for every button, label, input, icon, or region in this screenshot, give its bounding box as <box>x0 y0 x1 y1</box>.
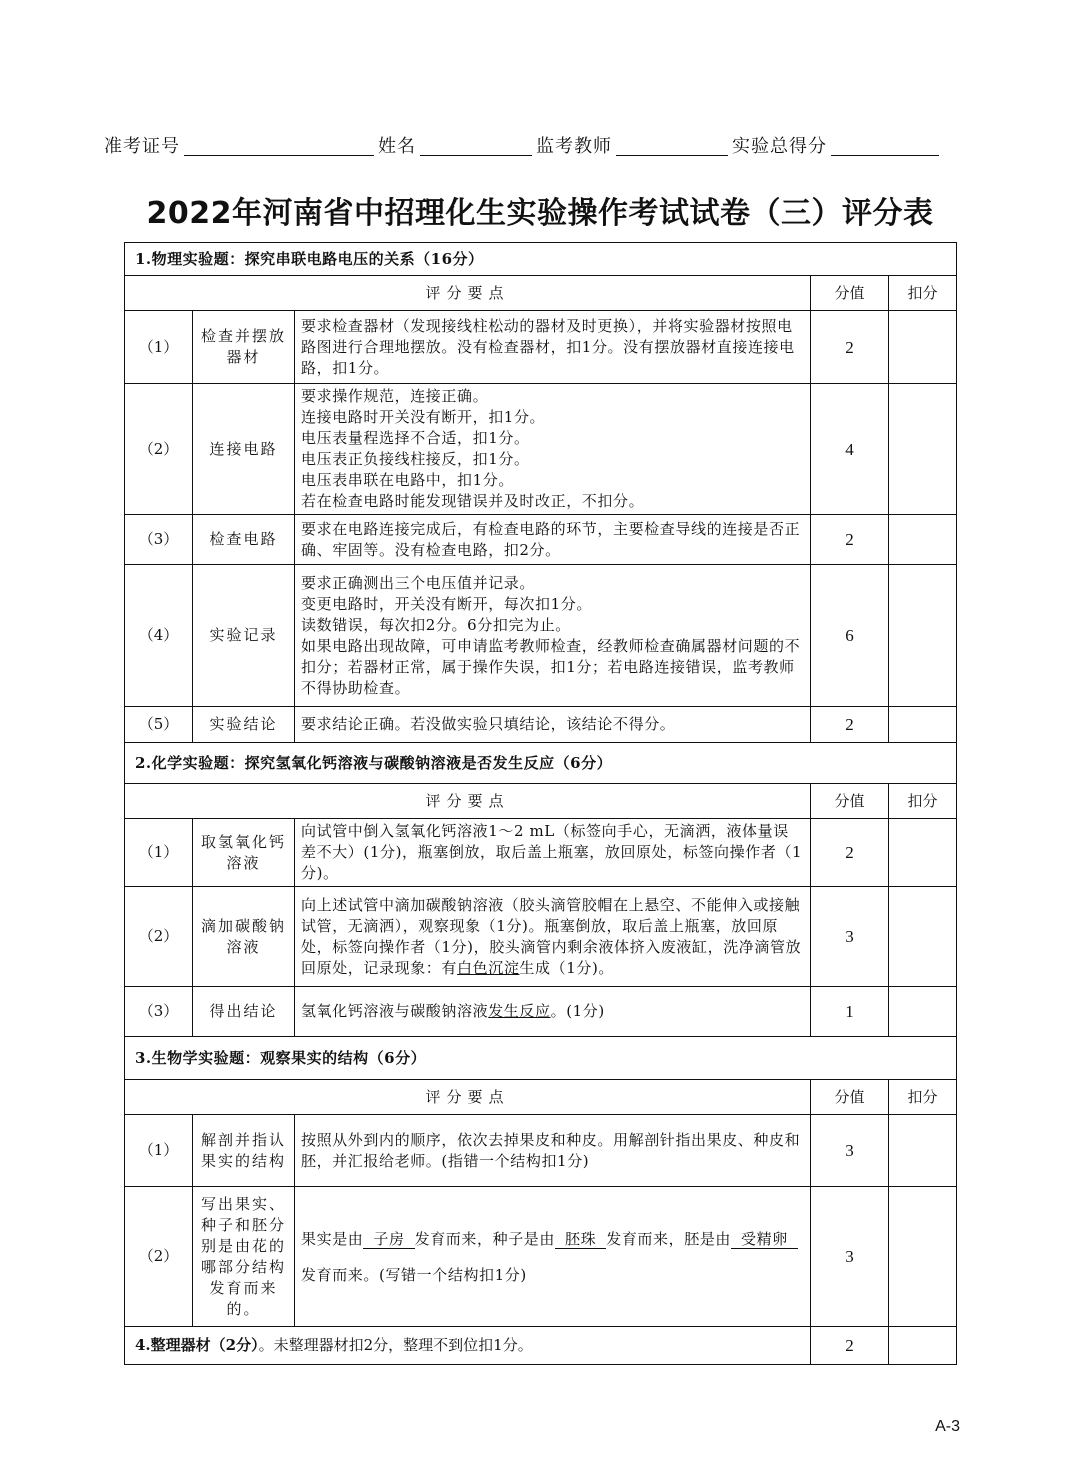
req-line: 电压表正负接线柱接反，扣1分。 <box>301 450 530 468</box>
row-item: 检查电路 <box>193 515 295 565</box>
points-header: 评分要点 <box>125 1080 811 1115</box>
exam-no-blank[interactable] <box>184 133 374 156</box>
row-score: 2 <box>811 819 889 887</box>
deduct-cell[interactable] <box>889 311 957 384</box>
deduct-cell[interactable] <box>889 565 957 707</box>
name-blank[interactable] <box>420 133 532 156</box>
answer-zygote: 受精卵 <box>731 1230 798 1249</box>
row-requirement <box>295 311 811 384</box>
row-index: （3） <box>125 987 193 1037</box>
cleanup-row <box>125 1327 811 1365</box>
req-underlined: 发生反应 <box>488 1002 551 1020</box>
answer-ovule: 胚珠 <box>555 1230 606 1249</box>
deduct-cell[interactable] <box>889 1187 957 1327</box>
row-requirement <box>295 1187 811 1327</box>
req-line: 变更电路时，开关没有断开，每次扣1分。 <box>301 594 592 613</box>
deduct-header: 扣分 <box>889 784 957 819</box>
row-item: 解剖并指认果实的结构 <box>193 1115 295 1187</box>
section-heading: 2.化学实验题：探究氢氧化钙溶液与碳酸钠溶液是否发生反应（6分） <box>125 743 957 784</box>
req-text: 发育而来，胚是由 <box>606 1229 732 1248</box>
row-requirement <box>295 515 811 565</box>
deduct-cell[interactable] <box>889 1327 957 1365</box>
req-text: 发育而来，种子是由 <box>414 1229 556 1248</box>
row-item: 取氢氧化钙溶液 <box>193 819 295 887</box>
req-line: 连接电路时开关没有断开，扣1分。 <box>301 408 546 426</box>
row-requirement <box>295 819 811 887</box>
row-score: 2 <box>811 311 889 384</box>
row-item: 连接电路 <box>193 384 295 515</box>
deduct-cell[interactable] <box>889 819 957 887</box>
req-text: 果实是由 <box>301 1229 364 1248</box>
req-line: 要求在电路连接完成后，有检查电路的环节，主要检查导线的连接是否正确、牢固等。没有检查电路，扣2分。 <box>301 519 801 559</box>
deduct-cell[interactable] <box>889 887 957 987</box>
row-index: （1） <box>125 819 193 887</box>
row-item: 检查并摆放器材 <box>193 311 295 384</box>
req-line: 按照从外到内的顺序，依次去掉果皮和种皮。用解剖针指出果皮、种皮和胚，并汇报给老师。(指错一个结构扣1分) <box>301 1130 801 1170</box>
req-line: 要求操作规范，连接正确。 <box>301 387 489 405</box>
row-score: 2 <box>811 707 889 743</box>
req-line: 若在检查电路时能发现错误并及时改正，不扣分。 <box>301 492 645 510</box>
points-header: 评分要点 <box>125 784 811 819</box>
page-title: 2022年河南省中招理化生实验操作考试试卷（三）评分表 <box>146 196 934 231</box>
req-line: 要求结论正确。若没做实验只填结论，该结论不得分。 <box>301 715 676 733</box>
score-table <box>124 242 957 1365</box>
row-score: 3 <box>811 887 889 987</box>
row-item: 写出果实、种子和胚分别是由花的哪部分结构发育而来的。 <box>193 1187 295 1327</box>
candidate-info <box>104 132 980 158</box>
deduct-header: 扣分 <box>889 276 957 311</box>
total-blank[interactable] <box>831 133 939 156</box>
row-requirement <box>295 707 811 743</box>
total-label: 实验总得分 <box>732 136 827 157</box>
row-index: （2） <box>125 887 193 987</box>
req-line: 读数错误，每次扣2分。6分扣完为止。 <box>301 615 571 634</box>
row-requirement <box>295 987 811 1037</box>
deduct-header: 扣分 <box>889 1080 957 1115</box>
cleanup-text: 。未整理器材扣2分，整理不到位扣1分。 <box>258 1336 533 1354</box>
deduct-cell[interactable] <box>889 515 957 565</box>
row-requirement <box>295 565 811 707</box>
deduct-cell[interactable] <box>889 384 957 515</box>
row-score: 2 <box>811 1327 889 1365</box>
row-index: （1） <box>125 1115 193 1187</box>
row-item: 得出结论 <box>193 987 295 1037</box>
row-item: 实验结论 <box>193 707 295 743</box>
score-header: 分值 <box>811 1080 889 1115</box>
req-line: 电压表串联在电路中，扣1分。 <box>301 471 514 489</box>
points-header: 评分要点 <box>125 276 811 311</box>
row-requirement <box>295 1115 811 1187</box>
supervisor-label: 监考教师 <box>536 136 612 157</box>
row-score: 6 <box>811 565 889 707</box>
deduct-cell[interactable] <box>889 707 957 743</box>
req-text: 发育而来。(写错一个结构扣1分) <box>301 1265 527 1284</box>
row-item: 滴加碳酸钠溶液 <box>193 887 295 987</box>
row-score: 1 <box>811 987 889 1037</box>
row-score: 3 <box>811 1115 889 1187</box>
row-index: （2） <box>125 384 193 515</box>
page-number: A-3 <box>935 1418 960 1435</box>
exam-no-label: 准考证号 <box>104 136 180 157</box>
row-score: 3 <box>811 1187 889 1327</box>
row-index: （4） <box>125 565 193 707</box>
name-label: 姓名 <box>378 136 416 157</box>
row-score: 4 <box>811 384 889 515</box>
req-line: 如果电路出现故障，可申请监考教师检查，经教师检查确属器材问题的不扣分；若器材正常，属于操作失误，扣1分；若电路连接错误，监考教师不得协助检查。 <box>301 636 801 697</box>
section-heading: 1.物理实验题：探究串联电路电压的关系（16分） <box>125 243 957 276</box>
req-tail: 。(1分) <box>550 1002 605 1020</box>
req-line: 要求正确测出三个电压值并记录。 <box>301 573 536 592</box>
row-item: 实验记录 <box>193 565 295 707</box>
row-index: （5） <box>125 707 193 743</box>
req-tail: 生成（1分)。 <box>519 958 615 977</box>
req-line: 氢氧化钙溶液与碳酸钠溶液 <box>301 1002 489 1020</box>
req-line: 要求检查器材（发现接线柱松动的器材及时更换），并将实验器材按照电路图进行合理地摆放。没有检查器材，扣1分。没有摆放器材直接连接电路，扣1分。 <box>301 316 795 377</box>
answer-ovary: 子房 <box>363 1230 414 1249</box>
score-header: 分值 <box>811 784 889 819</box>
row-requirement <box>295 887 811 987</box>
row-index: （1） <box>125 311 193 384</box>
req-line: 电压表量程选择不合适，扣1分。 <box>301 429 530 447</box>
deduct-cell[interactable] <box>889 1115 957 1187</box>
score-header: 分值 <box>811 276 889 311</box>
cleanup-heading: 4.整理器材（2分） <box>135 1336 259 1354</box>
supervisor-blank[interactable] <box>616 133 728 156</box>
deduct-cell[interactable] <box>889 987 957 1037</box>
section-heading: 3.生物学实验题：观察果实的结构（6分） <box>125 1037 957 1080</box>
row-score: 2 <box>811 515 889 565</box>
req-underlined: 白色沉淀 <box>457 958 520 977</box>
req-line: 向上述试管中滴加碳酸钠溶液（胶头滴管胶帽在上悬空、不能伸入或接触试管，无滴洒），观察现象（1分)。瓶塞倒放，取后盖上瓶塞，放回原处，标签向操作者（1分)，胶头滴管内剩余液体挤入废液缸，洗净滴管放回原处，记录现象：有 <box>301 895 802 977</box>
row-requirement <box>295 384 811 515</box>
row-index: （3） <box>125 515 193 565</box>
req-line: 向试管中倒入氢氧化钙溶液1～2 mL（标签向手心，无滴洒，液体量误差不大）(1分)，瓶塞倒放，取后盖上瓶塞，放回原处，标签向操作者（1分)。 <box>301 822 803 882</box>
row-index: （2） <box>125 1187 193 1327</box>
